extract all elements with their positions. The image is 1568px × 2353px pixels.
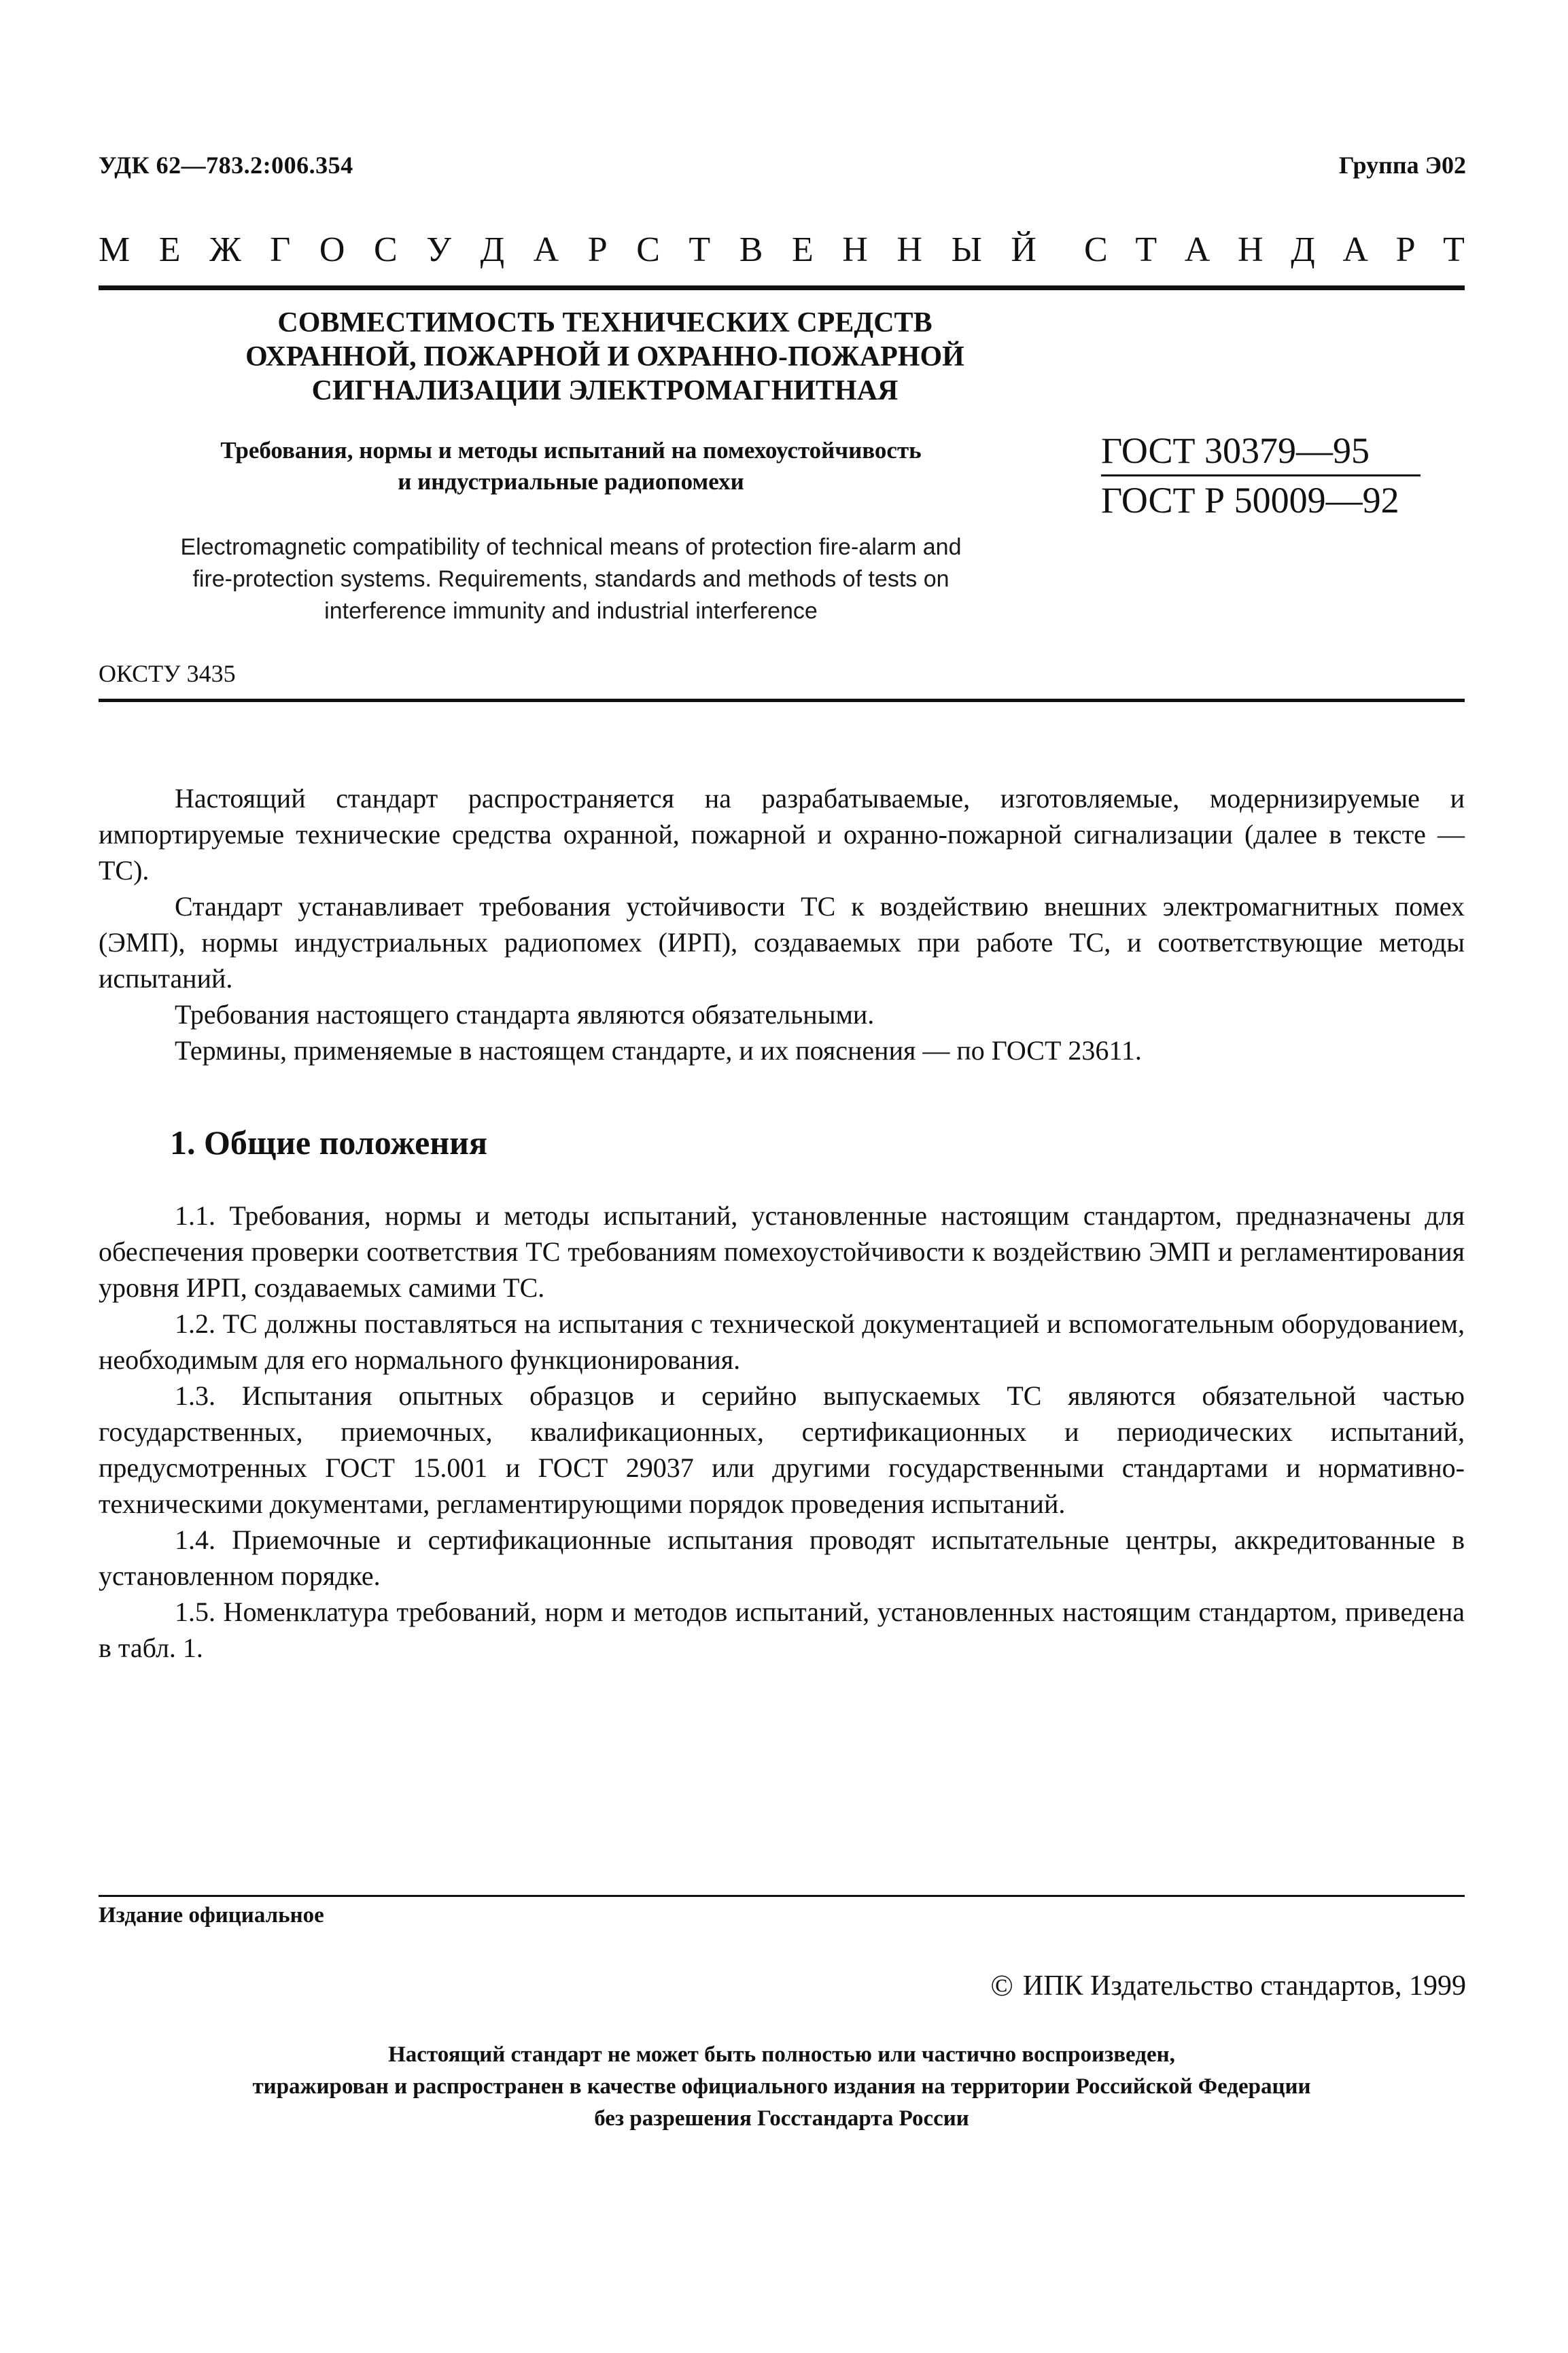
- gost-designations: [1101, 428, 1441, 523]
- letter: А: [533, 230, 559, 269]
- letter: М: [99, 230, 130, 269]
- group-code: Группа Э02: [1338, 152, 1466, 179]
- letter: Н: [842, 230, 868, 269]
- letter: Т: [1135, 230, 1157, 269]
- section-1-body: [99, 1198, 1465, 1666]
- letter: Д: [1291, 230, 1315, 269]
- subtitle-line: Требования, нормы и методы испытаний на помехоустойчивость: [220, 437, 922, 464]
- subtitle-line: и индустриальные радиопомехи: [398, 468, 744, 495]
- paragraph: 1.4. Приемочные и сертификационные испытания проводят испытательные центры, аккредитованные в установленном порядке.: [99, 1524, 1465, 1591]
- letter: С: [373, 230, 398, 269]
- letter: А: [1184, 230, 1210, 269]
- title-line: СОВМЕСТИМОСТЬ ТЕХНИЧЕСКИХ СРЕДСТВ: [277, 307, 933, 338]
- notice-line: без разрешения Госстандарта России: [594, 2106, 969, 2131]
- letter: Н: [1237, 230, 1264, 269]
- paragraph: 1.2. ТС должны поставляться на испытания с технической документацией и вспомогательным оборудованием, необходимым для его нормального функционирования.: [99, 1308, 1465, 1375]
- english-title: [109, 531, 1033, 627]
- letter: Т: [689, 230, 711, 269]
- english-title-line: interference immunity and industrial interference: [324, 598, 818, 624]
- paragraph: 1.1. Требования, нормы и методы испытаний, установленные настоящим стандартом, предназначены для обеспечения проверки соответствия ТС требованиям помехоустойчивости к воздействию ЭМП и регламентирования уровня ИРП, создаваемых самими ТС.: [99, 1200, 1465, 1303]
- letter: В: [739, 230, 763, 269]
- copyright-text: ИПК Издательство стандартов, 1999: [1022, 1970, 1466, 2002]
- letter: Р: [1395, 230, 1416, 269]
- official-edition-label: Издание официальное: [99, 1903, 324, 1928]
- letter: Е: [791, 230, 814, 269]
- reproduction-notice: [99, 2039, 1465, 2135]
- letter: Н: [896, 230, 922, 269]
- letter: Г: [270, 230, 291, 269]
- copyright-icon: ©: [990, 1969, 1013, 2002]
- letter: С: [636, 230, 660, 269]
- paragraph: 1.5. Номенклатура требований, норм и методов испытаний, установленных настоящим стандартом, приведена в табл. 1.: [99, 1597, 1465, 1663]
- letter: Т: [1443, 230, 1465, 269]
- letter: С: [1084, 230, 1108, 269]
- gost-designation-1: ГОСТ 30379—95: [1101, 430, 1370, 471]
- notice-line: Настоящий стандарт не может быть полностью или частично воспроизведен,: [388, 2042, 1175, 2067]
- footer-divider: [99, 1895, 1465, 1897]
- copyright-line: [990, 1968, 1466, 2003]
- paragraph: Настоящий стандарт распространяется на разрабатываемые, изготовляемые, модернизируемые и импортируемые технические средства охранной, пожарной и охранно-пожарной сигнализации (далее в тексте — ТС).: [99, 783, 1465, 886]
- document-subtitle: [109, 435, 1033, 498]
- paragraph: Требования настоящего стандарта являются обязательными.: [175, 999, 875, 1030]
- intro-section: [99, 780, 1465, 1068]
- header-divider: [99, 699, 1465, 702]
- standard-type-word-1: [99, 230, 1036, 270]
- letter: У: [426, 230, 452, 269]
- title-line: СИГНАЛИЗАЦИИ ЭЛЕКТРОМАГНИТНАЯ: [311, 375, 899, 406]
- title-line: ОХРАННОЙ, ПОЖАРНОЙ И ОХРАННО-ПОЖАРНОЙ: [245, 341, 964, 372]
- standard-type-heading: [99, 230, 1465, 270]
- document-title: [163, 306, 1047, 408]
- gost-divider: [1101, 474, 1421, 476]
- english-title-line: Electromagnetic compatibility of technical means of protection fire-alarm and: [180, 534, 962, 560]
- gost-designation-2: ГОСТ Р 50009—92: [1101, 480, 1399, 521]
- letter: Д: [480, 230, 505, 269]
- notice-line: тиражирован и распространен в качестве официального издания на территории Российской Федерации: [252, 2074, 1311, 2099]
- letter: А: [1342, 230, 1368, 269]
- heading-divider: [99, 285, 1465, 290]
- letter: О: [319, 230, 345, 269]
- letter: Й: [1011, 230, 1036, 269]
- letter: Ы: [951, 230, 982, 269]
- udk-code: УДК 62—783.2:006.354: [99, 152, 353, 179]
- paragraph: 1.3. Испытания опытных образцов и серийно выпускаемых ТС являются обязательной частью государственных, приемочных, квалификационных, сертификационных и периодических испытаний, предусмотренных ГОСТ 15.001 и ГОСТ 29037 или другими государственными стандартами и нормативно-техническими документами, регламентирующими порядок проведения испытаний.: [99, 1380, 1465, 1519]
- paragraph: Стандарт устанавливает требования устойчивости ТС к воздействию внешних электромагнитных помех (ЭМП), нормы индустриальных радиопомех (ИРП), создаваемых при работе ТС, и соответствующие методы испытаний.: [99, 891, 1465, 994]
- letter: Ж: [209, 230, 241, 269]
- letter: Е: [158, 230, 181, 269]
- paragraph: Термины, применяемые в настоящем стандарте, и их пояснения — по ГОСТ 23611.: [175, 1035, 1142, 1066]
- section-heading: 1. Общие положения: [170, 1123, 488, 1162]
- okstu-code: ОКСТУ 3435: [99, 660, 236, 687]
- letter: Р: [587, 230, 608, 269]
- english-title-line: fire-protection systems. Requirements, standards and methods of tests on: [192, 566, 949, 592]
- standard-type-word-2: [1084, 230, 1465, 270]
